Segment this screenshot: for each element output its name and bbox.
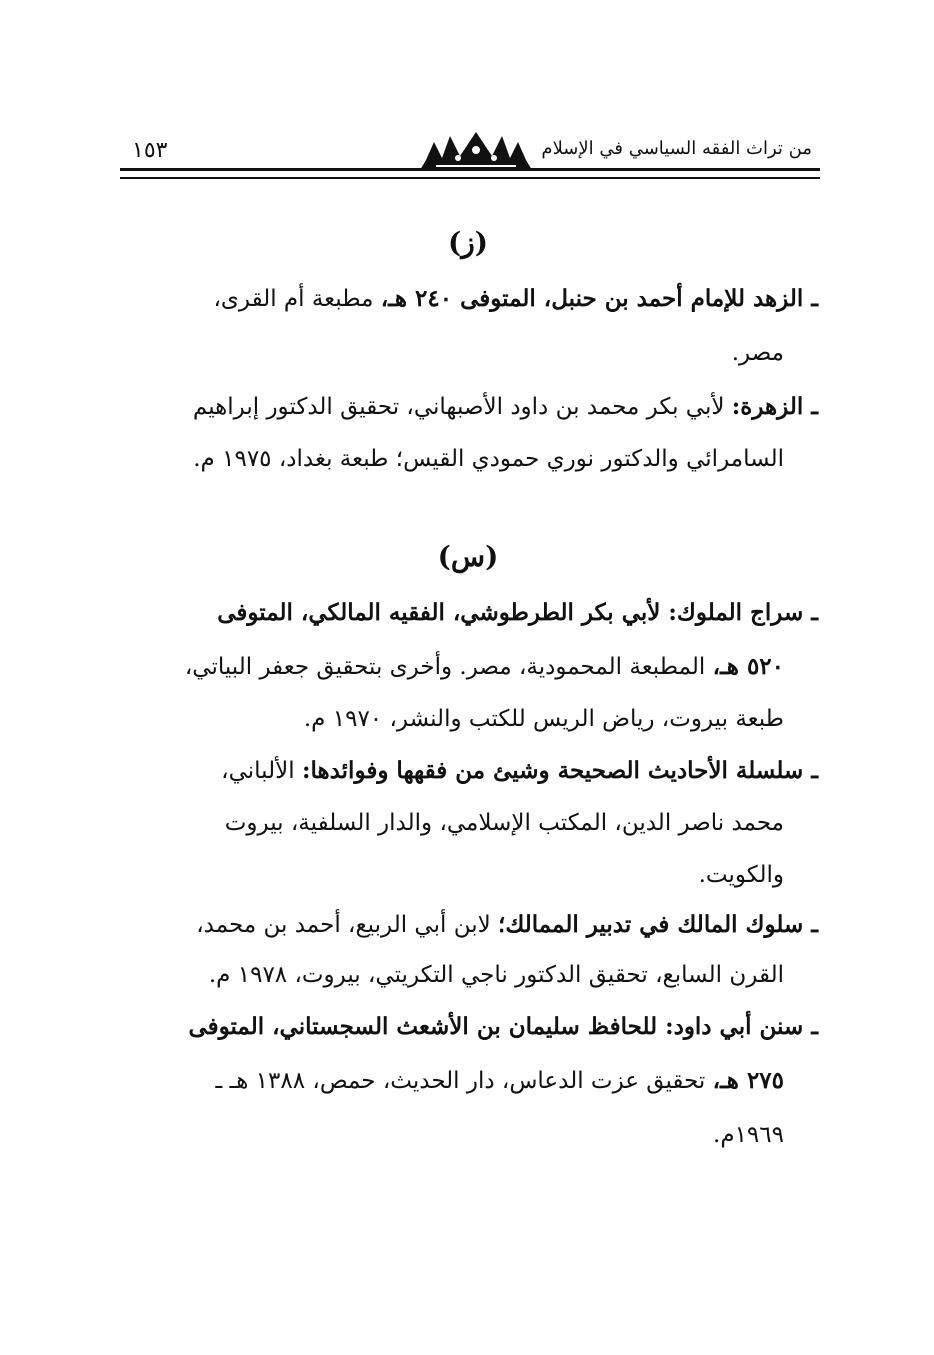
entry-text: تحقيق عزت الدعاس، دار الحديث، حمص، ١٣٨٨ هـ ـ [215, 1068, 713, 1094]
entry-text: مطبعة أم القرى، [213, 286, 381, 312]
entry-line [118, 338, 784, 368]
entry-title: ـ الزهرة: [731, 393, 818, 420]
entry-title: ـ سنن أبي داود: للحافظ سليمان بن الأشعث السجستاني، المتوفى [188, 1013, 818, 1040]
entry-text: والكويت. [698, 862, 784, 888]
entry-line [118, 284, 818, 314]
entry-title: ـ سلوك المالك في تدبير الممالك؛ [498, 911, 818, 938]
section-heading-zay: (ز) [447, 226, 489, 259]
entry-line [118, 756, 818, 786]
entry-line [118, 392, 818, 422]
entry-text: مصر. [731, 340, 784, 366]
header-rule-thin [120, 178, 820, 179]
entry-line [118, 444, 784, 474]
entry-text: لابن أبي الربيع، أحمد بن محمد، [196, 912, 499, 938]
entry-text: طبعة بيروت، رياض الريس للكتب والنشر، ١٩٧٠ م. [303, 706, 784, 732]
entry-title: ـ الزهد للإمام أحمد بن حنبل، المتوفى ٢٤٠ هـ، [380, 285, 818, 312]
entry-line [118, 704, 784, 734]
entry-line [118, 1012, 818, 1042]
entry-title: ـ سلسلة الأحاديث الصحيحة وشيئ من فقهها وفوائدها: [301, 757, 818, 784]
entry-title: ٢٧٥ هـ، [712, 1067, 784, 1094]
entry-text: ١٩٦٩م. [713, 1122, 784, 1148]
entry-line [118, 1120, 784, 1150]
entry-line [118, 1066, 784, 1096]
entry-text: لأبي بكر محمد بن داود الأصبهاني، تحقيق الدكتور إبراهيم [192, 394, 732, 420]
entry-text: محمد ناصر الدين، المكتب الإسلامي، والدار السلفية، بيروت [224, 810, 784, 836]
entry-line [118, 860, 784, 890]
running-header [120, 118, 820, 182]
entry-text: الألباني، [221, 758, 302, 784]
page-number: ١٥٣ [132, 138, 168, 163]
section-heading-seen: (س) [437, 540, 499, 573]
entry-text: المطبعة المحمودية، مصر. وأخرى بتحقيق جعفر البياتي، [184, 654, 713, 680]
entry-title: ٥٢٠ هـ، [712, 653, 784, 680]
entry-line [118, 652, 784, 682]
entry-text: السامرائي والدكتور نوري حمودي القيس؛ طبعة بغداد، ١٩٧٥ م. [193, 446, 784, 472]
running-title: من تراث الفقه السياسي في الإسلام [541, 138, 812, 159]
entry-title: ـ سراج الملوك: لأبي بكر الطرطوشي، الفقيه المالكي، المتوفى [217, 599, 818, 626]
entry-line [118, 598, 818, 628]
entry-line [118, 910, 818, 940]
entry-text: القرن السابع، تحقيق الدكتور ناجي التكريتي، بيروت، ١٩٧٨ م. [208, 962, 784, 988]
entry-line [118, 808, 784, 838]
entry-line [118, 960, 784, 990]
